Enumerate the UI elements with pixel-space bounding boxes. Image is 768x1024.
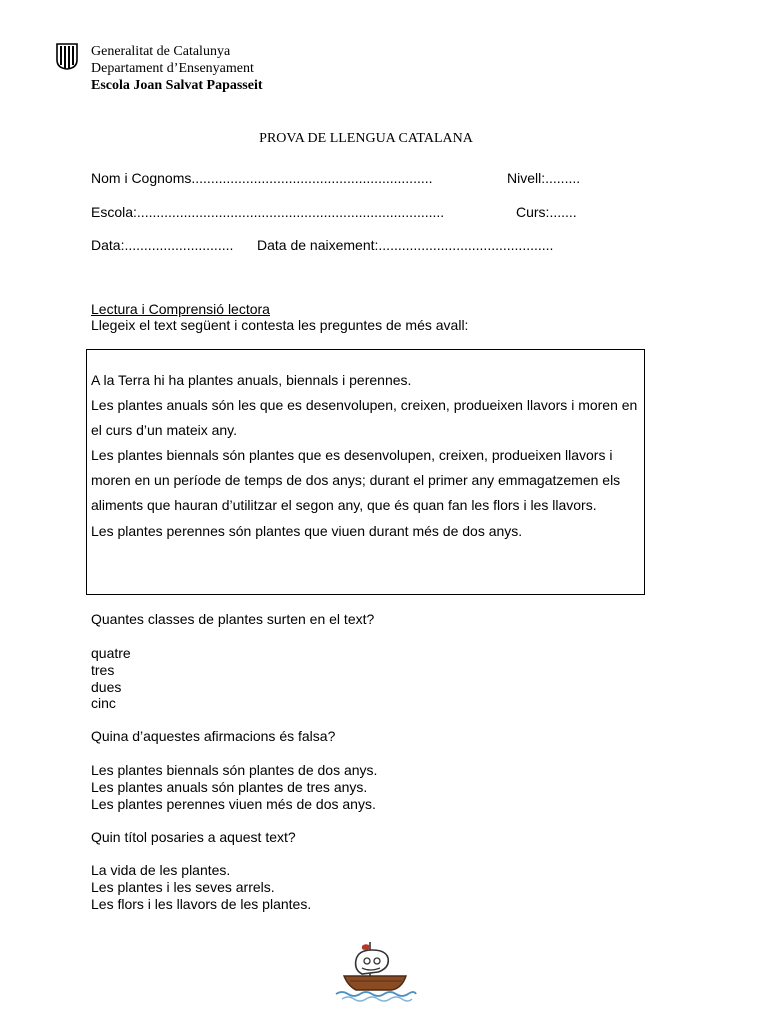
section-heading: Lectura i Comprensió lectora bbox=[91, 301, 270, 317]
school-name: Escola Joan Salvat Papasseit bbox=[91, 78, 263, 93]
department-name: Departament d’Ensenyament bbox=[91, 61, 254, 76]
answer-option[interactable]: Les plantes i les seves arrels. bbox=[91, 878, 275, 895]
name-field[interactable]: Nom i Cognoms.............................................................. bbox=[91, 170, 433, 186]
answer-option[interactable]: Les flors i les llavors de les plantes. bbox=[91, 895, 312, 912]
date-field[interactable]: Data:............................ bbox=[91, 237, 234, 253]
page-title: PROVA DE LLENGUA CATALANA bbox=[259, 131, 473, 146]
answer-option[interactable]: tres bbox=[91, 661, 115, 678]
answer-option[interactable]: La vida de les plantes. bbox=[91, 862, 231, 878]
question-1: Quantes classes de plantes surten en el text? bbox=[91, 611, 375, 627]
reading-paragraph: Les plantes perennes són plantes que viuen durant més de dos anys. bbox=[91, 522, 523, 539]
question-3: Quin títol posaries a aquest text? bbox=[91, 829, 296, 845]
question-3-options bbox=[91, 862, 311, 912]
answer-option[interactable]: Les plantes biennals són plantes de dos anys. bbox=[91, 762, 378, 778]
answer-option[interactable]: Les plantes perennes viuen més de dos anys. bbox=[91, 795, 376, 812]
question-2-options bbox=[91, 762, 377, 812]
boat-logo-icon bbox=[332, 938, 418, 1004]
reading-paragraph: A la Terra hi ha plantes anuals, biennals i perennes. bbox=[91, 372, 412, 388]
reading-paragraph: Les plantes biennals són plantes que es desenvolupen, creixen, produeixen llavors i moren en un període de temps de dos anys; durant el primer any emmagatzemen els aliments que hauran d’utilitzar el segon any, que és quan fan les flors i les llavors. bbox=[91, 447, 621, 514]
question-1-options bbox=[91, 645, 131, 712]
reading-text-box bbox=[86, 349, 645, 595]
reading-paragraph: Les plantes anuals són les que es desenvolupen, creixen, produeixen llavors i moren en el curs d’un mateix any. bbox=[91, 397, 638, 439]
answer-option[interactable]: cinc bbox=[91, 695, 116, 712]
school-field[interactable]: Escola:............................................................................... bbox=[91, 204, 445, 220]
section-instruction: Llegeix el text següent i contesta les preguntes de més avall: bbox=[91, 317, 469, 333]
reading-text bbox=[91, 368, 639, 544]
level-field[interactable]: Nivell:......... bbox=[507, 170, 581, 186]
answer-option[interactable]: Les plantes anuals són plantes de tres anys. bbox=[91, 778, 368, 795]
generalitat-logo-icon bbox=[54, 42, 80, 70]
birth-date-field[interactable]: Data de naixement:............................................. bbox=[257, 237, 554, 253]
answer-option[interactable]: dues bbox=[91, 678, 122, 695]
course-field[interactable]: Curs:....... bbox=[516, 204, 577, 220]
org-name: Generalitat de Catalunya bbox=[91, 44, 231, 59]
question-2: Quina d’aquestes afirmacions és falsa? bbox=[91, 728, 336, 744]
answer-option[interactable]: quatre bbox=[91, 645, 131, 661]
